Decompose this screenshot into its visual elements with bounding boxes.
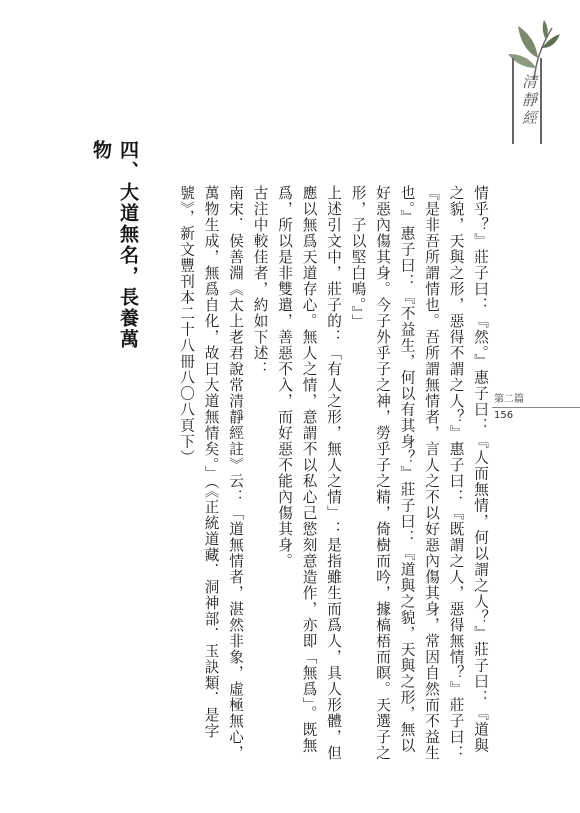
paragraph-ancient-notes-intro: 古注中較佳者，約如下述： (251, 185, 269, 377)
chapter-label: 第二篇 (494, 394, 524, 405)
section-heading: 四、大道無名，長養萬物 (90, 140, 139, 350)
paragraph-quote-zhuangzi: 情乎？』莊子曰：『然。』惠子曰：『人而無情，何以謂之人？』莊子曰：『道與之貌，天與之形，惡得不謂之人？』惠子曰：『既謂之人，惡得無情？』莊子曰：『是非吾所謂情也。吾所謂無情者，言人之不以好惡內傷其身，常因自然而不益生也。』惠子曰：『不益生，何以有其身？』莊子曰：『道與之貌，天與之形，無以好惡內傷其身。今子外乎子之神，勞乎子之精，倚樹而吟，據槁梧而瞑。天選子之形，子以堅白鳴。』」 (349, 185, 489, 761)
book-title-logo: 清靜經 (512, 58, 542, 144)
body-text (92, 185, 492, 765)
paragraph-citation: 南宋．侯善淵《太上老君說常清靜經註》云：「道無情者，湛然非象，虛極無心，萬物生成，無爲自化，故曰大道無情矣。」（《正統道藏．洞神部．玉訣類．是字號》，新文豐刊本二十八冊八〇八頁下） (178, 185, 244, 761)
margin-rule (492, 407, 580, 408)
paragraph-commentary: 上述引文中，莊子的：「有人之形，無人之情」：是指雖生而爲人，具人形體，但應以無爲天道存心。無人之情，意謂不以私心己慾刻意造作，亦即「無爲」。既無爲，所以是非雙遣，善惡不入，而好惡不能內傷其身。 (276, 185, 342, 761)
page-number: 156 (494, 410, 514, 421)
